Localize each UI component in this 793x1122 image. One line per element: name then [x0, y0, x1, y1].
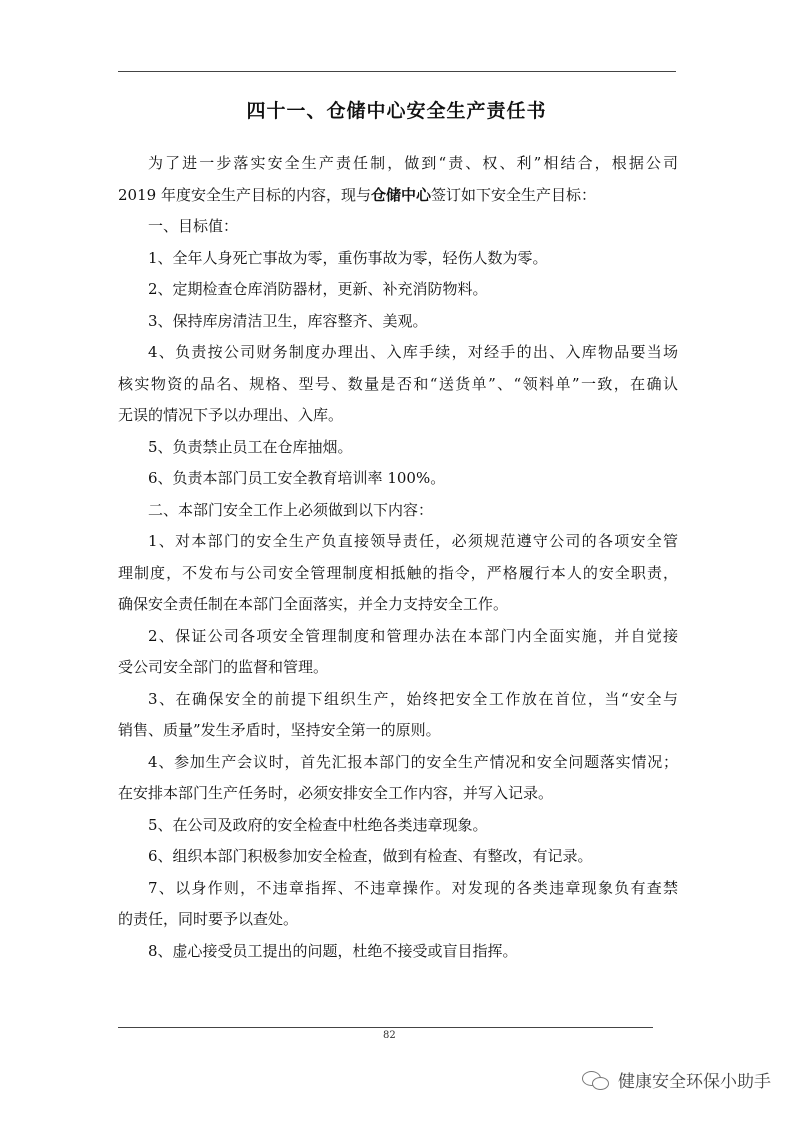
duty-item-1-line-3: 确保安全责任制在本部门全面落实，并全力支持安全工作。 [118, 595, 509, 613]
section-1-heading: 一、目标值： [148, 217, 239, 235]
duty-item-5: 5、在公司及政府的安全检查中杜绝各类违章现象。 [148, 815, 488, 834]
target-item-2: 2、定期检查仓库消防器材，更新、补充消防物料。 [148, 280, 488, 298]
duty-item-3-line-1: 3、在确保安全的前提下组织生产，始终把安全工作放在首位，当“安全与 [148, 689, 678, 708]
duty-item-2-line-1: 2、保证公司各项安全管理制度和管理办法在本部门内全面实施，并自觉接 [148, 626, 678, 645]
footer-rule [118, 1027, 653, 1028]
watermark [582, 1067, 771, 1092]
wechat-icon [582, 1069, 612, 1091]
document-title: 四十一、仓储中心安全生产责任书 [246, 100, 547, 122]
target-item-3: 3、保持库房清洁卫生，库容整齐、美观。 [148, 311, 428, 330]
header-rule [118, 71, 676, 72]
duty-item-3-line-2: 销售、质量”发生矛盾时，坚持安全第一的原则。 [118, 721, 441, 739]
duty-item-8: 8、虚心接受员工提出的问题，杜绝不接受或盲目指挥。 [148, 941, 518, 960]
duty-item-6: 6、组织本部门积极参加安全检查，做到有检查、有整改，有记录。 [148, 847, 593, 865]
section-2-heading: 二、本部门安全工作上必须做到以下内容： [148, 500, 434, 519]
duty-item-1-line-2: 理制度，不发布与公司安全管理制度相抵触的指令，严格履行本人的安全职责， [118, 563, 678, 582]
target-item-4-line-3: 无误的情况下予以办理出、入库。 [118, 406, 344, 424]
intro-text-after: 签订如下安全生产目标： [430, 185, 596, 204]
target-item-5: 5、负责禁止员工在仓库抽烟。 [148, 437, 353, 456]
target-item-6: 6、负责本部门员工安全教育培训率 100%。 [148, 469, 446, 487]
duty-item-7-line-1: 7、以身作则，不违章指挥、不违章操作。对发现的各类违章现象负有查禁 [148, 878, 678, 897]
document-body [118, 148, 678, 967]
target-item-4-line-2: 核实物资的品名、规格、型号、数量是否和“送货单”、“领料单”一致，在确认 [118, 374, 678, 393]
watermark-text: 健康安全环保小助手 [618, 1072, 771, 1092]
department-name: 仓储中心 [370, 185, 431, 204]
duty-item-4-line-1: 4、参加生产会议时，首先汇报本部门的安全生产情况和安全问题落实情况； [148, 752, 678, 771]
duty-item-7-line-2: 的责任，同时要予以查处。 [118, 910, 299, 928]
page-number: 82 [383, 1030, 396, 1041]
duty-item-1-line-1: 1、对本部门的安全生产负直接领导责任，必须规范遵守公司的各项安全管 [148, 532, 678, 550]
target-item-1: 1、全年人身死亡事故为零，重伤事故为零，轻伤人数为零。 [148, 248, 548, 267]
duty-item-4-line-2: 在安排本部门生产任务时，必须安排安全工作内容，并写入记录。 [118, 784, 554, 802]
intro-line-2 [118, 180, 678, 212]
duty-item-2-line-2: 受公司安全部门的监督和管理。 [118, 658, 329, 676]
intro-text-before: 2019 年度安全生产目标的内容，现与 [118, 185, 371, 204]
target-item-4-line-1: 4、负责按公司财务制度办理出、入库手续，对经手的出、入库物品要当场 [148, 343, 678, 361]
intro-line-1: 为了进一步落实安全生产责任制，做到“责、权、利”相结合，根据公司 [148, 154, 678, 172]
